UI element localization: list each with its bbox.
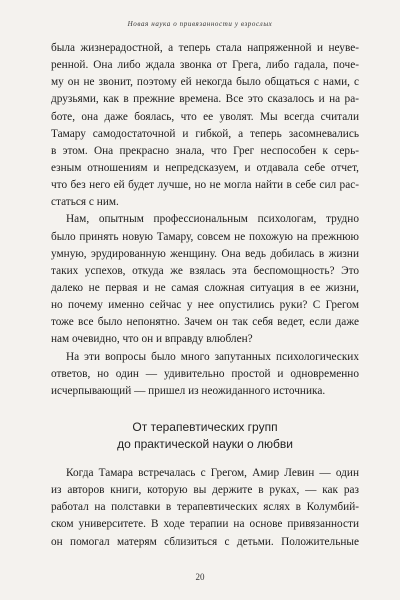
text-line: ответов, но один — удивительно простой и одновременно	[51, 367, 359, 380]
paragraph	[51, 211, 359, 348]
text-line: была жизнерадостной, а теперь стала напряженной и неуве-	[51, 42, 359, 54]
text-line: работал на полставки в терапевтических яслях в Колумбий-	[51, 501, 359, 514]
heading-line: до практической науки о любви	[117, 436, 293, 451]
running-head: Новая наука о привязанности у взрослых	[127, 20, 273, 28]
text-line: он помогал матерям сблизиться с детьми. Положительные	[51, 535, 359, 548]
text-line: Когда Тамара встречалась с Грегом, Амир Левин — один	[66, 466, 359, 479]
text-line: статься с ним.	[51, 196, 119, 209]
text-line: таких успехов, откуда же взялась эта беспомощность? Это	[51, 264, 359, 277]
text-line: ренной. Она либо ждала звонка от Грега, либо гадала, поче-	[51, 59, 359, 72]
paragraph	[51, 40, 359, 211]
text-line: было принять новую Тамару, совсем не похожую на прежнюю	[51, 230, 359, 243]
text-line: далеко не первая и не самая сложная ситуация в ее жизни,	[51, 281, 359, 294]
text-line: му он не звонит, поэтому ей некогда было общаться с нами, с	[51, 76, 359, 89]
text-line: На эти вопросы было много запутанных психологических	[66, 350, 359, 363]
text-line: ском университете. В ходе терапии на основе привязанности	[51, 518, 359, 531]
heading-line: От терапевтических групп	[132, 419, 278, 434]
text-line: в этом. Она прекрасно знала, что Грег неспособен к серь-	[51, 144, 359, 157]
text-line: друзьями, как в прежние времена. Все это сказалось и на ра-	[51, 93, 359, 106]
text-line: тоже все было непонятно. Зачем он так себя ведет, если даже	[51, 316, 359, 329]
text-line: Нам, опытным профессиональным психологам, трудно	[66, 213, 359, 226]
paragraph	[51, 465, 359, 551]
text-line: исчерпывающий — пришел из неожиданного источника.	[51, 384, 326, 397]
text-line: нам очевидно, что он и вправду влюблен?	[51, 333, 253, 346]
paragraph	[51, 349, 359, 400]
text-line: но почему именно сейчас у нее опустились руки? С Грегом	[51, 299, 359, 312]
text-line: боте, она даже боялась, что ее уволят. Мы всегда считали	[51, 110, 359, 123]
text-line: что без него ей будет лучше, но не могла найти в себе сил рас-	[51, 179, 359, 192]
text-line: езным отношениям и непредсказуем, и отдавала себе отчет,	[51, 161, 359, 174]
section-heading	[51, 419, 359, 453]
page-body	[51, 40, 359, 551]
page-number: 20	[195, 572, 205, 582]
text-line: из авторов книги, которую вы держите в руках, — как раз	[51, 484, 359, 497]
text-line: Тамару самодостаточной и гибкой, а теперь засомневались	[51, 127, 359, 140]
text-line: умную, эрудированную женщину. Она ведь добилась в жизни	[51, 247, 359, 260]
